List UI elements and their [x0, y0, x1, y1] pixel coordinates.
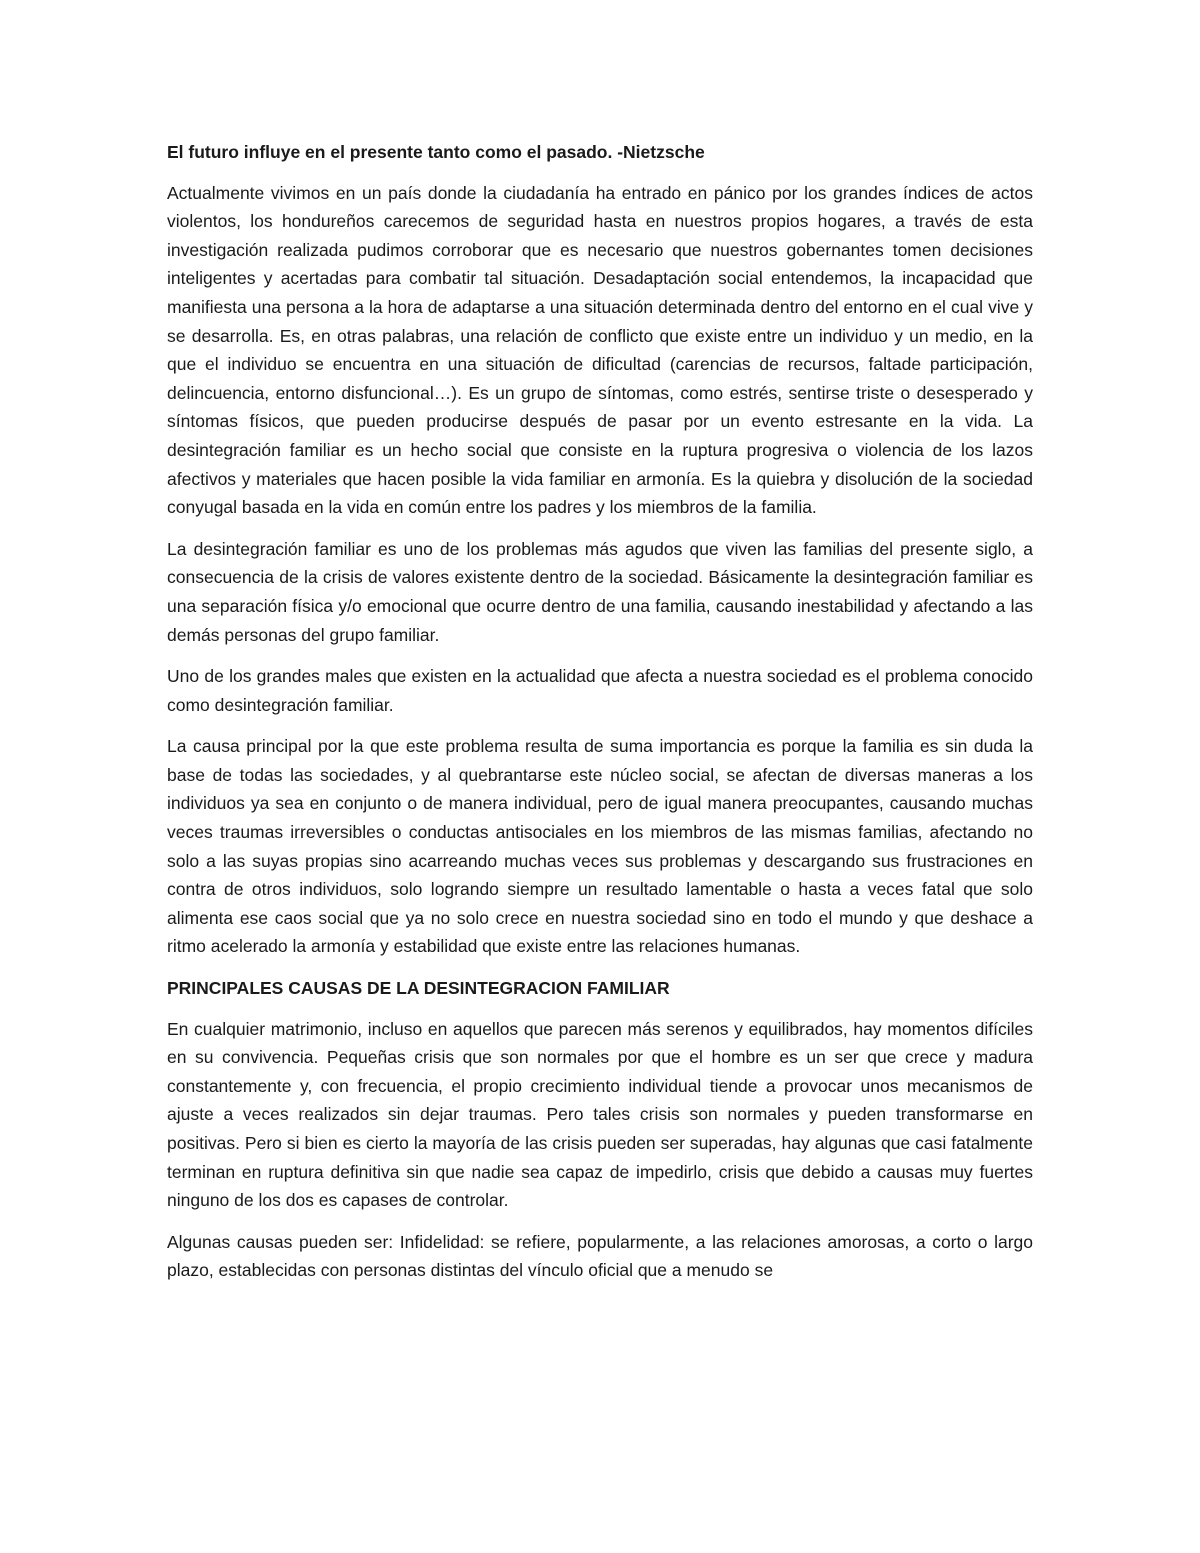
document-page	[167, 138, 1033, 1285]
paragraph-intro-4: La causa principal por la que este problema resulta de suma importancia es porque la familia es sin duda la base de todas las sociedades, y al quebrantarse este núcleo social, se afectan de diversas maneras a los individuos ya sea en conjunto o de manera individual, pero de igual manera preocupantes, causando muchas veces traumas irreversibles o conductas antisociales en los miembros de las mismas familias, afectando no solo a las suyas propias sino acarreando muchas veces sus problemas y descargando sus frustraciones en contra de otros individuos, solo logrando siempre un resultado lamentable o hasta a veces fatal que solo alimenta ese caos social que ya no solo crece en nuestra sociedad sino en todo el mundo y que deshace a ritmo acelerado la armonía y estabilidad que existe entre las relaciones humanas.	[167, 736, 1033, 957]
paragraph-intro-3: Uno de los grandes males que existen en la actualidad que afecta a nuestra sociedad es el problema conocido como desintegración familiar.	[167, 666, 1033, 715]
paragraph-causes-2: Algunas causas pueden ser: Infidelidad: se refiere, popularmente, a las relaciones amorosas, a corto o largo plazo, establecidas con personas distintas del vínculo oficial que a menudo se	[167, 1231, 1033, 1281]
paragraph-causes-1: En cualquier matrimonio, incluso en aquellos que parecen más serenos y equilibrados, hay momentos difíciles en su convivencia. Pequeñas crisis que son normales por que el hombre es un ser que crece y madura constantemente y, con frecuencia, el propio crecimiento individual tiende a provocar unos mecanismos de ajuste a veces realizados sin dejar traumas. Pero tales crisis son normales y pueden transformarse en positivas. Pero si bien es cierto la mayoría de las crisis pueden ser superadas, hay algunas que casi fatalmente terminan en ruptura definitiva sin que nadie sea capaz de impedirlo, crisis que debido a causas muy fuertes ninguno de los dos es capases de controlar.	[167, 1018, 1033, 1211]
paragraph-intro-2: La desintegración familiar es uno de los problemas más agudos que viven las familias del presente siglo, a consecuencia de la crisis de valores existente dentro de la sociedad. Básicamente la desintegración familiar es una separación física y/o emocional que ocurre dentro de una familia, causando inestabilidad y afectando a las demás personas del grupo familiar.	[167, 538, 1033, 645]
section-heading-causes: PRINCIPALES CAUSAS DE LA DESINTEGRACION FAMILIAR	[167, 978, 670, 999]
paragraph-intro-1: Actualmente vivimos en un país donde la ciudadanía ha entrado en pánico por los grandes índices de actos violentos, los hondureños carecemos de seguridad hasta en nuestros propios hogares, a través de esta investigación realizada pudimos corroborar que es necesario que nuestros gobernantes tomen decisiones inteligentes y acertadas para combatir tal situación. Desadaptación social entendemos, la incapacidad que manifiesta una persona a la hora de adaptarse a una situación determinada dentro del entorno en el cual vive y se desarrolla. Es, en otras palabras, una relación de conflicto que existe entre un individuo y un medio, en la que el individuo se encuentra en una situación de dificultad (carencias de recursos, faltade participación, delincuencia, entorno disfuncional…). Es un grupo de síntomas, como estrés, sentirse triste o desesperado y síntomas físicos, que pueden producirse después de pasar por un evento estresante en la vida. La desintegración familiar es un hecho social que consiste en la ruptura progresiva o violencia de los lazos afectivos y materiales que hacen posible la vida familiar en armonía. Es la quiebra y disolución de la sociedad conyugal basada en la vida en común entre los padres y los miembros de la familia.	[167, 182, 1033, 518]
epigraph-quote: El futuro influye en el presente tanto como el pasado. -Nietzsche	[167, 142, 705, 162]
